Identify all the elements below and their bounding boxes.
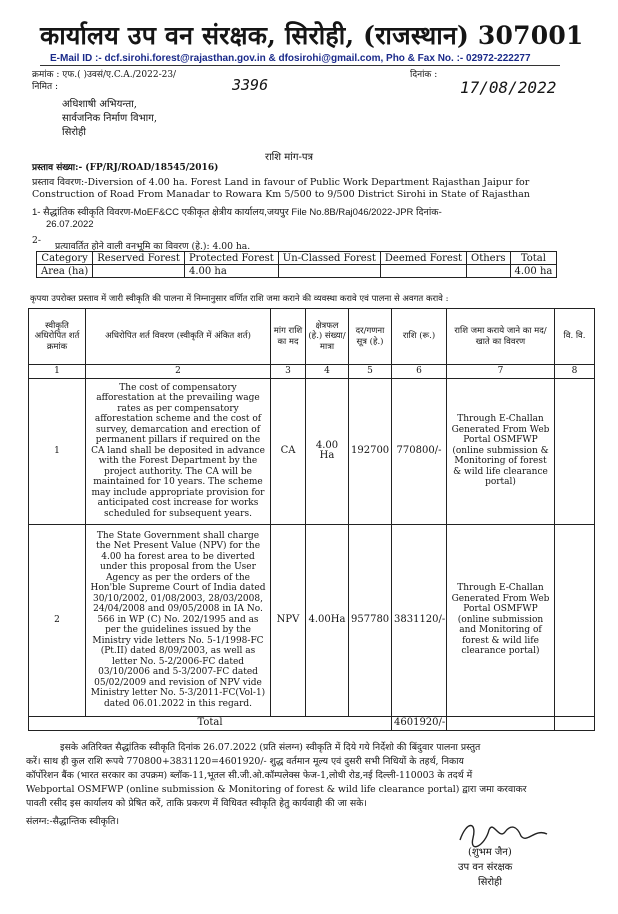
land-header-others: Others — [467, 252, 511, 265]
header-area: क्षेत्रफल (हे.) संख्या/मात्रा — [306, 309, 349, 365]
proposal-details-line1: प्रस्ताव विवरण:-Diversion of 4.00 ha. Forest Land in favour of Public Work Department Rajasthan Jaipur for — [32, 177, 530, 188]
land-header-protected: Protected Forest — [184, 252, 278, 265]
land-reserved-value — [93, 265, 185, 278]
row2-sno: 2 — [29, 524, 86, 716]
dinank-value: 17/08/2022 — [460, 78, 557, 97]
recipient-line1: अधिशाषी अभियन्ता, — [62, 99, 137, 110]
col-num-1: 1 — [29, 365, 86, 379]
land-header-reserved: Reserved Forest — [93, 252, 185, 265]
row1-amount: 770800/- — [392, 378, 447, 524]
row2-rate: 957780 — [349, 524, 392, 716]
header-condition-details: अधिरोपित शर्त विवरण (स्वीकृति में अंकित शर्त) — [86, 309, 271, 365]
sanction-line2: 26.07.2022 — [46, 219, 94, 230]
col-num-7: 7 — [447, 365, 555, 379]
proposal-details-line2: Construction of Road From Manadar to Rowara Km 5/500 to 9/500 District Sirohi in State of Rajasthan — [32, 189, 530, 200]
footer-paragraph — [26, 741, 606, 811]
proposal-number: प्रस्ताव संख्या:- (FP/RJ/ROAD/18545/2016) — [32, 163, 219, 173]
request-line: कृपया उपरोक्त प्रस्ताव में जारी स्वीकृति की पालना में निम्नानुसार वर्णित राशि जमा कराने की व्यवस्था करावे एवं पालना से अवगत करावे : — [30, 294, 449, 304]
row2-area: 4.00Ha — [306, 524, 349, 716]
header-deposit-account: राशि जमा कराये जाने का मद/खाते का विवरण — [447, 309, 555, 365]
header-remarks: वि. वि. — [555, 309, 595, 365]
recipient-line2: सार्वजनिक निर्माण विभाग, — [62, 113, 158, 124]
header-condition-no: स्वीकृति अधिरोपित शर्त क्रमांक — [29, 309, 86, 365]
land-category-table — [36, 251, 557, 278]
land-protected-value: 4.00 ha — [184, 265, 278, 278]
col-num-8: 8 — [555, 365, 595, 379]
row2-remarks — [555, 524, 595, 716]
total-amount: 4601920/- — [392, 716, 447, 730]
land-header-deemed: Deemed Forest — [380, 252, 466, 265]
row1-deposit: Through E-Challan Generated From Web Portal OSMFWP (online submission & Monitoring of forest & wild life clearance portal) — [447, 378, 555, 524]
land-header-unclassed: Un-Classed Forest — [278, 252, 380, 265]
enclosure-note: संलग्न:-सैद्धान्तिक स्वीकृति। — [26, 816, 119, 827]
land-header-total: Total — [510, 252, 557, 265]
kramank-label: क्रमांक : एफ.( )उवसं/ए.C.A./2022-23/ — [32, 70, 177, 80]
signatory-name: (शुभम जैन) — [468, 847, 512, 858]
col-num-6: 6 — [392, 365, 447, 379]
row2-condition: The State Government shall charge the Net Present Value (NPV) for the 4.00 ha forest area to be diverted under this proposal from the User Agency as per the orders of the Hon'ble Supreme Court of India dated 30/10/2002, 01/08/2003, 28/03/2008, 24/04/2008 and 09/05/2008 in IA No. 566 in WP (C) No. 202/1995 and as per the guidelines issued by the Ministry vide letters No. 5-1/1998-FC (Pt.II) dated 8/09/2003, as well as letter No. 5-2/2006-FC dated 03/10/2006 and 5-3/2007-FC dated 05/02/2009 and revision of NPV vide Ministry letter No. 5-3/2011-FC(Vol-1) dated 06.01.2022 in this regard. — [86, 524, 271, 716]
kramank-number: 3396 — [232, 76, 269, 94]
footer-line5: पावती रसीद इस कार्यालय को प्रेषित करें, ताकि प्रकरण में विधिवत स्वीकृति हेतु कार्यवाही की जा सके। — [26, 798, 367, 809]
item2-number: 2- — [32, 235, 41, 246]
row1-head: CA — [271, 378, 306, 524]
column-number-row — [29, 365, 595, 379]
subject-heading: राशि मांग-पत्र — [265, 152, 314, 163]
row1-area: 4.00 Ha — [306, 378, 349, 524]
land-others-value — [467, 265, 511, 278]
signatory-title: उप वन संरक्षक — [458, 862, 513, 873]
row1-condition: The cost of compensatory afforestation at the prevailing wage rates as per compensatory afforestation scheme and the cost of survey, demarcation and erection of permanent pillars if required on the CA land shall be deposited in advance with the Forest Department by the project authority. The CA will be maintained for 10 years. The scheme may include appropriate provision for anticipated cost increase for works scheduled for subsequent years. — [86, 378, 271, 524]
footer-line3: कॉर्पोरेशन बैंक (भारत सरकार का उपक्रम) ब्लॉक-11,भूतल सी.जी.ओ.कॉम्पलेक्स फेज-1,लोधी रोड,नई दिल्ली-110003 के तदर्थ में — [26, 770, 473, 781]
total-row — [29, 716, 595, 730]
row2-deposit: Through E-Challan Generated From Web Portal OSMFWP (online submission and Monitoring of forest & wild life clearance portal) — [447, 524, 555, 716]
header-demand-head: मांग राशि का मद — [271, 309, 306, 365]
total-deposit-empty — [447, 716, 555, 730]
footer-line1: इसके अतिरिक्त सैद्धांतिक स्वीकृति दिनांक 26.07.2022 (प्रति संलग्न) स्वीकृति में दिये गये निर्देशो की बिंदुवार पालना प्रस्तुत — [60, 742, 481, 753]
footer-line2: करें। साथ ही कुल राशि रूपये 770800+3831120=4601920/- शुद्ध वर्तमान मूल्य एवं दुसरी सभी निधियों के तहर्थ, निकाय — [26, 756, 464, 767]
row1-sno: 1 — [29, 378, 86, 524]
row2-head: NPV — [271, 524, 306, 716]
sanction-item — [32, 207, 607, 231]
col-num-2: 2 — [86, 365, 271, 379]
signatory-place: सिरोही — [478, 877, 502, 888]
land-unclassed-value — [278, 265, 380, 278]
total-label: Total — [29, 716, 392, 730]
footer-line4: Webportal OSMFWP (online submission & Monitoring of forest & wild life clearance portal) द्वारा जमा करवाकर — [26, 784, 527, 795]
item2-text: प्रत्यावर्तित होने वाली वनभूमि का विवरण (हे.): 4.00 ha. — [55, 241, 251, 252]
demand-table — [28, 308, 595, 731]
recipient-block — [62, 98, 157, 140]
table-row — [29, 524, 595, 716]
header-divider — [40, 65, 560, 66]
table-row — [29, 378, 595, 524]
land-header-category: Category — [37, 252, 93, 265]
col-num-5: 5 — [349, 365, 392, 379]
office-title: कार्यालय उप वन संरक्षक, सिरोही, (राजस्थान) 307001 — [40, 21, 584, 50]
col-num-4: 4 — [306, 365, 349, 379]
land-deemed-value — [380, 265, 466, 278]
land-table-header-row — [37, 252, 557, 265]
proposal-details — [32, 177, 602, 201]
sanction-line1: 1- सैद्धांतिक स्वीकृति विवरण-MoEF&CC एकीकृत क्षेत्रीय कार्यालय,जयपुर File No.8B/Raj046/2022-JPR दिनांक- — [32, 207, 442, 218]
row1-rate: 192700 — [349, 378, 392, 524]
nimit-label: निमित : — [32, 82, 59, 92]
recipient-line3: सिरोही — [62, 127, 86, 138]
land-table-area-row — [37, 265, 557, 278]
row2-amount: 3831120/- — [392, 524, 447, 716]
land-total-value: 4.00 ha — [510, 265, 557, 278]
demand-table-header-row — [29, 309, 595, 365]
email-contact-line: E-Mail ID :- dcf.sirohi.forest@rajasthan.gov.in & dfosirohi@gmail.com, Pho & Fax No. :- 02972-222277 — [50, 53, 531, 64]
row1-remarks — [555, 378, 595, 524]
header-rate: दर/गणना सूत्र (हे.) — [349, 309, 392, 365]
col-num-3: 3 — [271, 365, 306, 379]
land-row-label: Area (ha) — [37, 265, 93, 278]
header-amount: राशि (रू.) — [392, 309, 447, 365]
total-remarks-empty — [555, 716, 595, 730]
dinank-label: दिनांक : — [410, 70, 438, 80]
